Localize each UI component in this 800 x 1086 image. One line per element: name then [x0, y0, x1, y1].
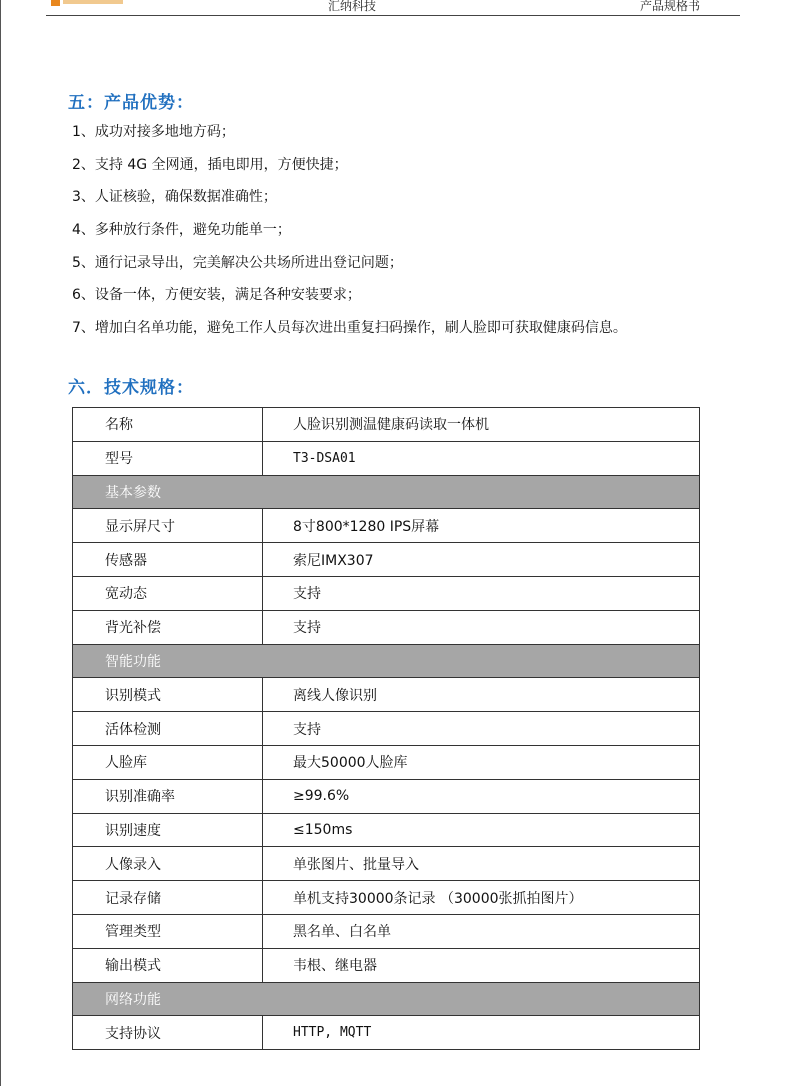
spec-table	[72, 407, 700, 1050]
spec-key: 识别模式	[73, 678, 263, 712]
section-title-advantages: 五：产品优势：	[68, 93, 194, 113]
spec-row	[73, 813, 700, 847]
spec-value: 索尼IMX307	[263, 543, 700, 577]
spec-table-body	[73, 408, 700, 1050]
spec-section-row	[73, 644, 700, 678]
spec-value: 人脸识别测温健康码读取一体机	[263, 408, 700, 442]
spec-section-label: 基本参数	[73, 475, 700, 509]
advantage-item: 5、通行记录导出，完美解决公共场所进出登记问题；	[72, 254, 403, 271]
spec-row	[73, 610, 700, 644]
spec-row	[73, 779, 700, 813]
advantage-item: 7、增加白名单功能，避免工作人员每次进出重复扫码操作，刷人脸即可获取健康码信息。	[72, 320, 627, 337]
spec-section-row	[73, 982, 700, 1016]
section-title-specs: 六．技术规格：	[68, 378, 194, 398]
advantage-item: 6、设备一体，方便安装，满足各种安装要求；	[72, 287, 361, 304]
spec-key: 宽动态	[73, 576, 263, 610]
spec-value: 支持	[263, 712, 700, 746]
spec-row	[73, 441, 700, 475]
spec-row	[73, 881, 700, 915]
spec-value: 单张图片、批量导入	[263, 847, 700, 881]
spec-value: 单机支持30000条记录 （30000张抓拍图片）	[263, 881, 700, 915]
spec-row	[73, 745, 700, 779]
spec-key: 支持协议	[73, 1016, 263, 1050]
spec-value: ≤150ms	[263, 813, 700, 847]
spec-value: 8寸800*1280 IPS屏幕	[263, 509, 700, 543]
spec-key: 输出模式	[73, 948, 263, 982]
spec-key: 管理类型	[73, 914, 263, 948]
spec-key: 识别速度	[73, 813, 263, 847]
advantages-list	[72, 116, 627, 345]
spec-key: 人脸库	[73, 745, 263, 779]
spec-key: 型号	[73, 441, 263, 475]
spec-row	[73, 408, 700, 442]
spec-key: 活体检测	[73, 712, 263, 746]
advantage-item: 3、人证核验，确保数据准确性；	[72, 189, 277, 206]
spec-key: 识别准确率	[73, 779, 263, 813]
spec-key: 显示屏尺寸	[73, 509, 263, 543]
spec-value: 黑名单、白名单	[263, 914, 700, 948]
header-document-type: 产品规格书	[639, 0, 700, 13]
spec-section-row	[73, 475, 700, 509]
spec-key: 人像录入	[73, 847, 263, 881]
spec-section-label: 网络功能	[73, 982, 700, 1016]
spec-key: 名称	[73, 408, 263, 442]
spec-value: 离线人像识别	[263, 678, 700, 712]
page-left-rule	[0, 0, 1, 1086]
spec-value: 支持	[263, 576, 700, 610]
advantage-item: 2、支持 4G 全网通，插电即用，方便快捷；	[72, 156, 348, 173]
spec-key: 记录存储	[73, 881, 263, 915]
spec-key: 背光补偿	[73, 610, 263, 644]
header-company-name: 汇纳科技	[328, 0, 377, 13]
spec-row	[73, 576, 700, 610]
spec-value: 韦根、继电器	[263, 948, 700, 982]
spec-row	[73, 509, 700, 543]
spec-row	[73, 678, 700, 712]
advantage-item: 4、多种放行条件，避免功能单一；	[72, 222, 291, 239]
logo-wordmark	[63, 0, 123, 4]
company-logo	[51, 0, 121, 7]
spec-value: 最大50000人脸库	[263, 745, 700, 779]
spec-row	[73, 847, 700, 881]
spec-value: HTTP, MQTT	[263, 1016, 700, 1050]
page-header	[46, 0, 740, 16]
spec-value: T3-DSA01	[263, 441, 700, 475]
spec-row	[73, 948, 700, 982]
spec-row	[73, 914, 700, 948]
spec-row	[73, 1016, 700, 1050]
spec-section-label: 智能功能	[73, 644, 700, 678]
spec-row	[73, 712, 700, 746]
spec-key: 传感器	[73, 543, 263, 577]
logo-mark-icon	[51, 0, 60, 6]
advantage-item: 1、成功对接多地地方码；	[72, 124, 235, 140]
spec-value: ≥99.6%	[263, 779, 700, 813]
spec-value: 支持	[263, 610, 700, 644]
spec-row	[73, 543, 700, 577]
